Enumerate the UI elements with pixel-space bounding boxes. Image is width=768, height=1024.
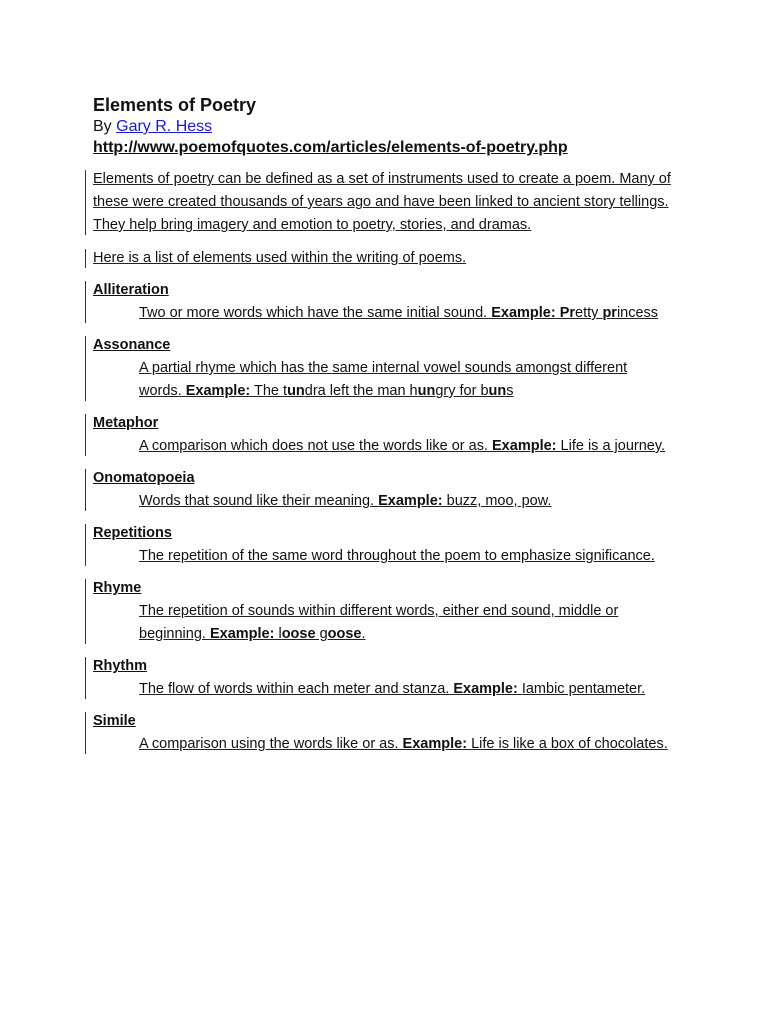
list-intro-text: Here is a list of elements used within the writing of poems. <box>93 250 467 266</box>
example-label: Example: <box>378 493 443 509</box>
term-heading: Rhythm <box>93 658 147 674</box>
document-page <box>93 94 693 756</box>
example-fragment: un <box>488 383 507 399</box>
example-fragment: oose <box>281 626 316 642</box>
example-fragment: incess <box>616 305 659 321</box>
definition-sentence: Words that sound like their meaning. <box>139 493 375 509</box>
byline-prefix: By <box>93 118 117 135</box>
term-definition-text <box>139 736 668 752</box>
example-fragment: un <box>287 383 305 399</box>
example-fragment: oose <box>327 626 362 642</box>
example-fragment: g <box>315 626 328 642</box>
term-heading: Onomatopoeia <box>93 470 195 486</box>
term-definition <box>139 357 669 403</box>
example-fragment: l <box>278 626 282 642</box>
terms-list <box>93 279 693 756</box>
term-definition <box>139 490 669 513</box>
term-entry <box>93 279 693 325</box>
example-label: Example: <box>185 383 251 399</box>
definition-sentence: A partial rhyme which has the same internal vowel sounds amongst different words. <box>139 360 628 399</box>
term-heading: Assonance <box>93 337 171 353</box>
definition-sentence: The flow of words within each meter and stanza. <box>139 681 450 697</box>
term-definition <box>139 302 669 325</box>
term-definition-text <box>139 493 551 509</box>
definition-sentence: The repetition of the same word throughout the poem to emphasize significance. <box>139 548 655 564</box>
term-definition-text <box>139 438 665 454</box>
term-entry <box>93 577 693 646</box>
term-definition <box>139 600 669 646</box>
term-entry <box>93 412 693 458</box>
definition-sentence: A comparison which does not use the words like or as. <box>139 438 488 454</box>
example-fragment: . <box>361 626 366 642</box>
example-fragment: un <box>417 383 436 399</box>
term-entry <box>93 334 693 403</box>
example-fragment: Life is like a box of chocolates. <box>471 736 668 752</box>
intro-text: Elements of poetry can be defined as a set of instruments used to create a poem. Many of these were created thousands of years ago and have been linked to ancient story tellings. They help bring imagery and emotion to poetry, stories, and dramas. <box>93 171 671 233</box>
example-fragment: Life is a journey. <box>560 438 666 454</box>
example-fragment: dra left the man h <box>304 383 418 399</box>
example-label: Example: <box>209 626 275 642</box>
term-definition <box>139 678 669 701</box>
term-definition-text <box>139 360 627 399</box>
intro-paragraph <box>93 168 683 237</box>
term-definition-text <box>139 603 618 642</box>
term-definition <box>139 733 669 756</box>
term-definition-text <box>139 305 658 321</box>
example-fragment: etty <box>575 305 603 321</box>
example-label: Example: <box>402 736 468 752</box>
source-url[interactable]: http://www.poemofquotes.com/articles/elements-of-poetry.php <box>93 139 568 156</box>
example-label: Example: <box>492 438 557 454</box>
term-definition-text <box>139 548 655 564</box>
term-entry <box>93 655 693 701</box>
example-fragment: buzz, moo, pow. <box>446 493 552 509</box>
definition-sentence: A comparison using the words like or as. <box>139 736 399 752</box>
byline <box>93 116 693 137</box>
term-definition <box>139 435 669 458</box>
definition-sentence: The repetition of sounds within different words, either end sound, middle or beginning. <box>139 603 619 642</box>
list-intro-paragraph <box>93 247 693 270</box>
example-fragment: s <box>506 383 514 399</box>
term-heading: Simile <box>93 713 136 729</box>
example-fragment: Iambic pentameter. <box>521 681 646 697</box>
example-fragment: gry for b <box>435 383 489 399</box>
example-fragment: The t <box>254 383 288 399</box>
definition-sentence: Two or more words which have the same initial sound. <box>139 305 488 321</box>
term-definition-text <box>139 681 645 697</box>
term-heading: Alliteration <box>93 282 169 298</box>
term-entry <box>93 710 693 756</box>
example-label: Example: <box>491 305 556 321</box>
author-link[interactable]: Gary R. Hess <box>116 118 213 135</box>
term-definition <box>139 545 669 568</box>
example-label: Example: <box>453 681 518 697</box>
term-entry <box>93 522 693 568</box>
term-entry <box>93 467 693 513</box>
example-fragment: Pr <box>559 305 576 321</box>
document-title: Elements of Poetry <box>93 95 257 115</box>
term-heading: Metaphor <box>93 415 159 431</box>
term-heading: Rhyme <box>93 580 142 596</box>
example-fragment: pr <box>602 305 617 321</box>
term-heading: Repetitions <box>93 525 172 541</box>
